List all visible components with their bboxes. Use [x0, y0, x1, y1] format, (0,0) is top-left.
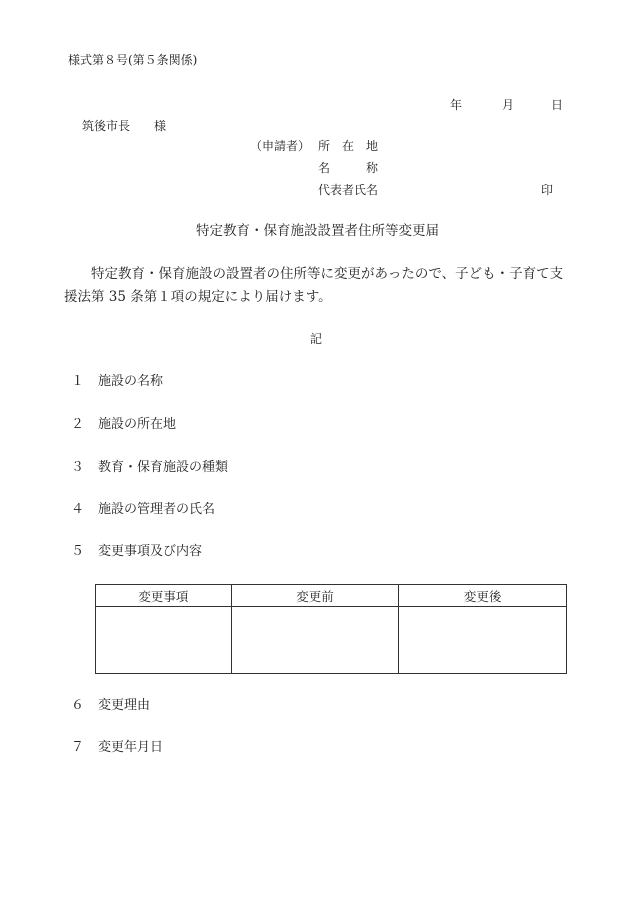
item-label: 変更事項及び内容	[98, 544, 203, 559]
item-number: ６	[71, 698, 85, 713]
cell-after[interactable]	[399, 607, 567, 674]
item-number: ７	[71, 740, 85, 755]
change-table	[95, 584, 567, 674]
cell-before[interactable]	[231, 607, 399, 674]
addressee: 筑後市長 様	[82, 119, 167, 133]
seal-mark: 印	[541, 183, 554, 197]
item-label: 施設の名称	[98, 374, 164, 389]
item-number: ５	[71, 544, 85, 559]
table-header-row	[96, 585, 567, 607]
item-label: 施設の管理者の氏名	[98, 502, 216, 517]
header-after: 変更後	[399, 585, 567, 607]
table-row	[96, 607, 567, 674]
item-number: １	[71, 374, 85, 389]
applicant-label: （申請者）	[250, 139, 311, 153]
item-label: 変更理由	[98, 698, 151, 713]
list-item	[71, 459, 228, 477]
item-label: 施設の所在地	[98, 417, 177, 432]
list-item	[71, 416, 176, 434]
header-before: 変更前	[231, 585, 399, 607]
list-item	[71, 543, 202, 561]
address-label: 所 在 地	[318, 139, 379, 153]
item-label: 教育・保育施設の種類	[98, 460, 229, 475]
list-item	[71, 373, 163, 391]
item-number: ４	[71, 502, 85, 517]
item-number: ２	[71, 417, 85, 432]
date-year: 年	[450, 98, 463, 112]
item-label: 変更年月日	[98, 740, 164, 755]
item-number: ３	[71, 460, 85, 475]
form-number: 様式第８号(第５条関係)	[68, 53, 198, 67]
header-change-item: 変更事項	[96, 585, 232, 607]
ki-mark: 記	[310, 332, 323, 346]
document-title: 特定教育・保育施設設置者住所等変更届	[196, 223, 439, 239]
body-paragraph: 特定教育・保育施設の設置者の住所等に変更があったので、子ども・子育て支援法第 35 条第１項の規定により届けます。	[64, 266, 564, 305]
list-item	[71, 739, 163, 757]
date-month: 月	[502, 98, 515, 112]
date-day: 日	[551, 98, 564, 112]
list-item	[71, 501, 215, 519]
name-label: 名 称	[318, 161, 379, 175]
representative-label: 代表者氏名	[318, 183, 379, 197]
cell-change-item[interactable]	[96, 607, 232, 674]
list-item	[71, 697, 150, 715]
